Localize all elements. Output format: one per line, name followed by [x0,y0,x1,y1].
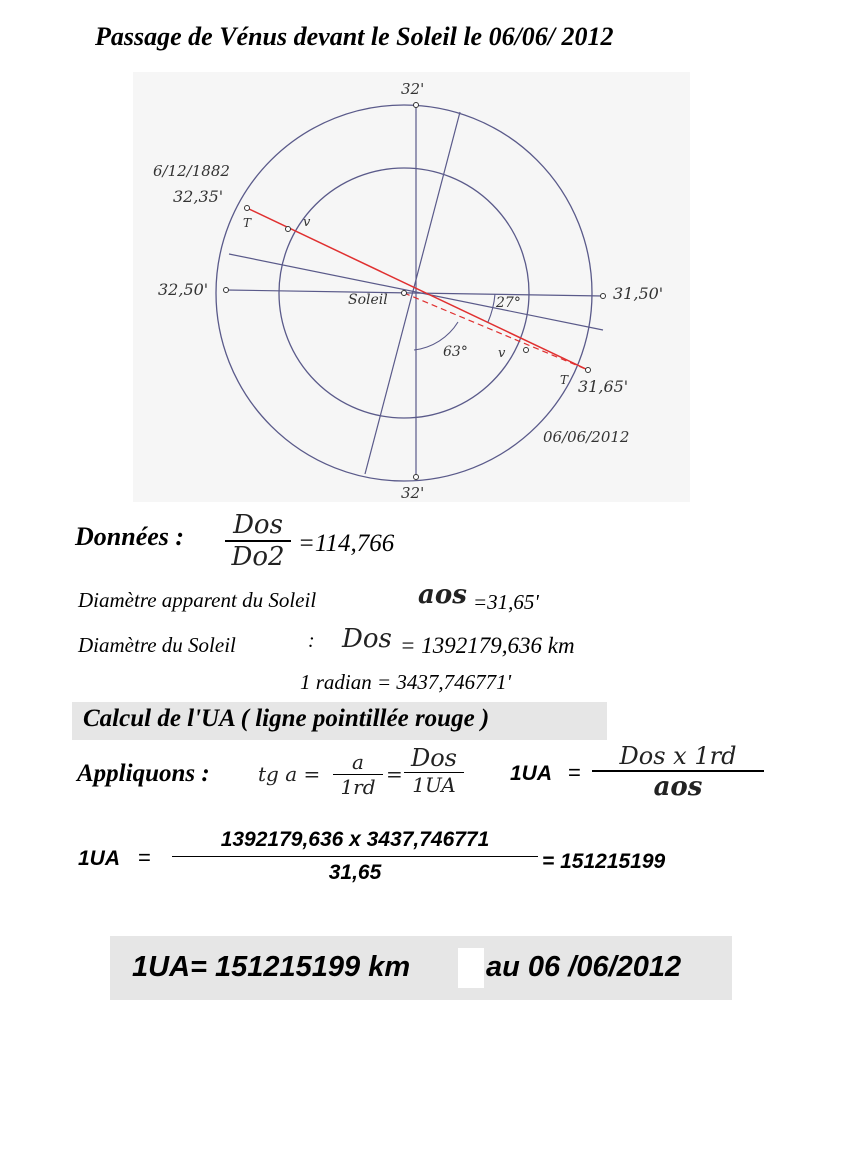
computation-result: = 151215199 [542,850,666,873]
ua-formula-fraction [592,742,764,802]
marker-bottom [414,475,419,480]
horizontal-axis [226,290,603,296]
marker-1882-venus [286,227,291,232]
earth-1882-mark: T [243,216,252,230]
ua-label-2: 1UA [78,847,121,870]
transit-1882-diameter: 32,35' [173,187,224,206]
a-over-1rd-fraction [333,750,383,799]
ua-label-1: 1UA [510,762,553,785]
bottom-diameter-label: 32' [401,484,425,502]
diam-apparent-value: =31,65' [473,590,539,614]
earth-2012-mark: T [560,373,569,387]
computation-bar [172,856,538,857]
diam-soleil-label: Diamètre du Soleil [78,633,236,657]
left-diameter-label: 32,50' [158,280,209,299]
sun-label: Soleil [348,292,388,308]
f2-numerator: Dos [410,744,457,772]
venus-2012-mark: v [498,346,506,361]
dos-over-do2-fraction [225,510,291,572]
computation-denominator: 31,65 [328,861,382,884]
marker-2012-earth [586,368,591,373]
computation-numerator: 1392179,636 x 3437,746771 [220,828,490,851]
ua-equals-2: = [138,845,151,870]
marker-1882-earth [245,206,250,211]
right-diameter-label: 31,50' [613,284,664,303]
appliquons-label: Appliquons : [77,760,210,787]
transit-line-1882 [247,208,588,370]
tg-a-expression: tg a = [258,762,321,786]
equals-sign-1: = [386,762,403,786]
marker-right [601,294,606,299]
ua-formula-numerator: Dos x 1rd [619,742,737,770]
angle-63-label: 63° [443,344,468,360]
ratio-value: =114,766 [298,530,395,557]
transit-2012-diameter: 31,65' [578,377,629,396]
top-diameter-label: 32' [401,80,425,98]
diam-apparent-label: Diamètre apparent du Soleil [78,588,317,612]
fraction-numerator: Dos [233,510,283,540]
f1-numerator: a [352,750,364,774]
transit-1882-date: 6/12/1882 [153,162,230,180]
donnees-label: Données : [75,522,185,551]
transit-2012-date: 06/06/2012 [543,428,630,446]
aos-symbol: aos [418,580,467,610]
calcul-heading: Calcul de l'UA ( ligne pointillée rouge ) [83,705,490,732]
result-ua-value: 1UA= 151215199 km [132,951,411,983]
transit-diagram [133,72,690,502]
f1-denominator: 1rd [340,775,376,799]
result-gap [458,948,484,988]
page-title: Passage de Vénus devant le Soleil le 06/06/ 2012 [95,22,614,51]
venus-1882-mark: v [303,215,311,230]
ua-formula-denominator: aos [653,772,703,802]
radian-definition: 1 radian = 3437,746771' [300,670,512,694]
dos-symbol: Dos [342,624,392,654]
marker-left [224,288,229,293]
diam-soleil-colon: : [308,630,315,652]
marker-sun [402,291,407,296]
marker-2012-venus [524,348,529,353]
diam-soleil-value: = 1392179,636 km [400,633,575,658]
angle-27-label: 27° [496,295,521,311]
f2-denominator: 1UA [412,773,456,797]
computation-fraction [172,828,538,885]
ua-equals-1: = [568,760,581,785]
fraction-denominator: Do2 [231,542,285,572]
result-date: au 06 /06/2012 [486,951,682,983]
dos-over-1ua-fraction [404,744,464,797]
marker-top [414,103,419,108]
